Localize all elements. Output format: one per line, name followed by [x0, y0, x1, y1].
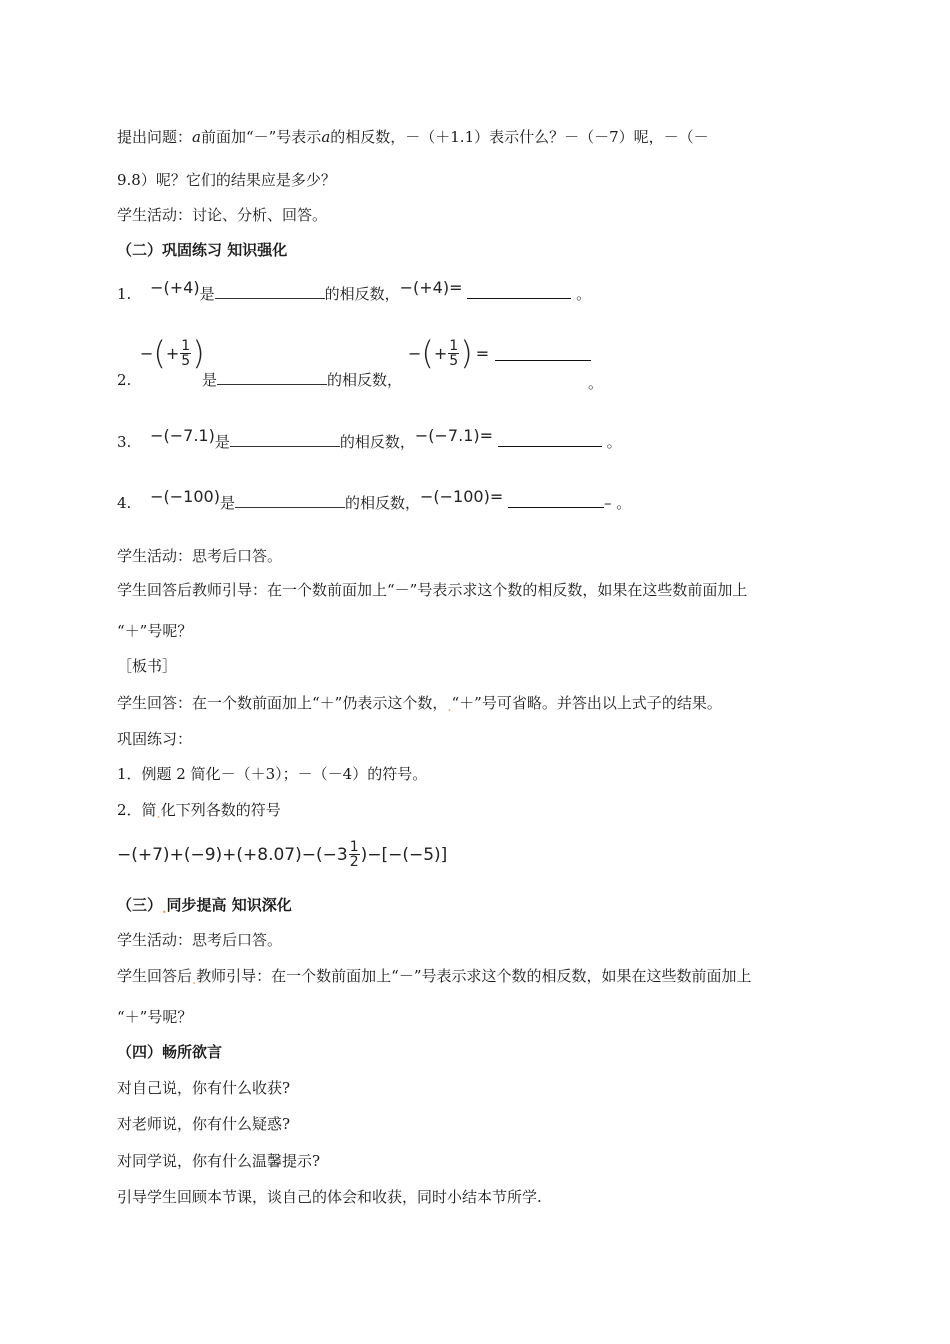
item-text-opposite: 的相反数，: [344, 494, 420, 512]
student-activity-1: [117, 205, 327, 225]
period: 。: [616, 494, 632, 512]
minus-sign: −: [408, 343, 422, 363]
student-activity-2: 学生活动：思考后口答。: [117, 547, 283, 565]
exercise-item-1: [117, 278, 592, 304]
question-line: [117, 127, 709, 147]
fill-blank[interactable]: [230, 432, 340, 447]
item-text-is: 是: [214, 433, 230, 451]
item-text-opposite: 的相反数，: [339, 433, 415, 451]
period: 。: [576, 285, 592, 303]
item-text-opposite: 的相反数，: [327, 371, 403, 389]
fraction: [180, 339, 191, 368]
question-line-2: 9.8）呢？它们的结果应是多少？: [117, 171, 336, 189]
paren: ): [460, 334, 473, 372]
answer-blank[interactable]: [495, 346, 591, 361]
heading-part-b: 同步提高 知识深化: [166, 896, 292, 914]
paren: ): [192, 334, 205, 372]
activity-text: 学生活动：讨论、分析、回答。: [117, 206, 328, 224]
answer-blank[interactable]: [467, 284, 571, 299]
reflection-question-1: 对自己说，你有什么收获?: [117, 1079, 291, 1097]
exercise-item-4: [117, 487, 632, 513]
plus-sign: +: [433, 343, 448, 363]
question-text-1: 前面加“－”号表示: [200, 128, 322, 146]
variable-a: a: [321, 128, 331, 146]
teacher-guide-line-2: “＋”号呢？: [117, 622, 193, 640]
reflection-question-3: 对同学说，你有什么温馨提示?: [117, 1152, 321, 1170]
expression: −(−100): [419, 487, 490, 506]
example-2-b: 化下列各数的符号: [160, 801, 281, 819]
item-number: 4.: [117, 494, 132, 512]
paren: (: [153, 334, 166, 372]
numerator: 1: [349, 839, 359, 855]
section-heading-2: （二）巩固练习 知识强化: [117, 241, 288, 259]
answer-text-a: 学生回答：在一个数前面加上“＋”仍表示这个数，: [117, 694, 448, 712]
exercise-item-2: [117, 370, 131, 390]
simplify-expression: [117, 840, 447, 869]
expression: −(−100): [150, 487, 220, 506]
heading-part-a: （三）: [117, 896, 163, 914]
denominator: 5: [449, 352, 459, 369]
item-2-text: [202, 370, 402, 390]
equals-sign: =: [479, 426, 494, 445]
paren: (: [421, 334, 434, 372]
expression: −(+4): [399, 278, 450, 297]
equals-sign: =: [449, 278, 463, 297]
equals-sign: =: [475, 343, 490, 363]
teacher-guide-line-1: [117, 966, 752, 988]
numerator: 1: [181, 337, 191, 354]
guide-part-a: 学生回答后: [117, 967, 193, 985]
fill-blank[interactable]: [235, 493, 345, 508]
fraction-expression-right: [408, 334, 591, 372]
teacher-guide-line-1: 学生回答后教师引导：在一个数前面加上“－”号表示求这个数的相反数，如果在这些数前面加上: [117, 581, 748, 599]
variable-a: a: [192, 128, 201, 146]
example-1: 1．例题 2 简化－（＋3）；－（－4）的符号。: [117, 765, 428, 783]
mark-dot: .: [192, 973, 197, 988]
summary-line: 引导学生回顾本节课，谈自己的体会和收获，同时小结本节所学.: [117, 1188, 542, 1206]
reflection-question-2: 对老师说，你有什么疑惑?: [117, 1115, 291, 1133]
fraction: [448, 339, 459, 368]
item-text-opposite: 的相反数，: [324, 285, 400, 303]
item-text-is: 是: [199, 285, 215, 303]
period: 。: [606, 433, 622, 451]
mark-dot: .: [447, 700, 452, 715]
section-heading-4: （四）畅所欲言: [117, 1043, 223, 1061]
numerator: 1: [449, 337, 459, 354]
student-activity-3: 学生活动：思考后口答。: [117, 931, 283, 949]
teacher-guide-line-2: “＋”号呢？: [117, 1008, 193, 1026]
item-text-is: 是: [219, 494, 235, 512]
item-number: 2.: [117, 371, 132, 389]
board-label: ［板书］: [117, 657, 178, 675]
expression-part-a: −(+7)+(−9)+(+8.07)−(−3: [117, 844, 348, 865]
example-2-a: 2．简: [117, 801, 157, 819]
answer-blank[interactable]: [498, 432, 602, 447]
expression: −(−7.1): [150, 426, 215, 445]
expression-part-b: )−[−(−5)]: [360, 844, 448, 865]
dash: –: [604, 494, 612, 512]
answer-blank[interactable]: [508, 493, 604, 508]
fill-blank[interactable]: [215, 284, 325, 299]
mark-dot: .: [162, 902, 167, 917]
fraction-expression-left: [140, 334, 205, 372]
exercise-item-3: [117, 426, 622, 452]
question-label: 提出问题：: [117, 128, 193, 146]
mark-dot: .: [156, 807, 161, 822]
denominator: 2: [349, 854, 359, 870]
practice-label: 巩固练习：: [117, 730, 193, 748]
minus-sign: −: [140, 343, 154, 363]
expression: −(−7.1): [414, 426, 480, 445]
answer-text-b: “＋”号可省略。并答出以上式子的结果。: [451, 694, 722, 712]
expression: −(+4): [150, 278, 200, 297]
period: 。: [588, 374, 604, 392]
guide-part-b: 教师引导：在一个数前面加上“－”号表示求这个数的相反数，如果在这些数前面加上: [196, 967, 752, 985]
section-heading-3: [117, 895, 292, 917]
student-answer: [117, 693, 722, 715]
item-number: 1.: [117, 285, 132, 303]
fraction: [349, 840, 360, 869]
item-text-is: 是: [202, 371, 218, 389]
example-2: [117, 800, 281, 822]
question-text-2: 的相反数，－（＋1.1）表示什么？－（－7）呢，－（－: [330, 128, 709, 146]
denominator: 5: [181, 352, 191, 369]
fill-blank[interactable]: [217, 370, 327, 385]
plus-sign: +: [165, 343, 180, 363]
item-number: 3.: [117, 433, 132, 451]
equals-sign: =: [489, 487, 504, 506]
